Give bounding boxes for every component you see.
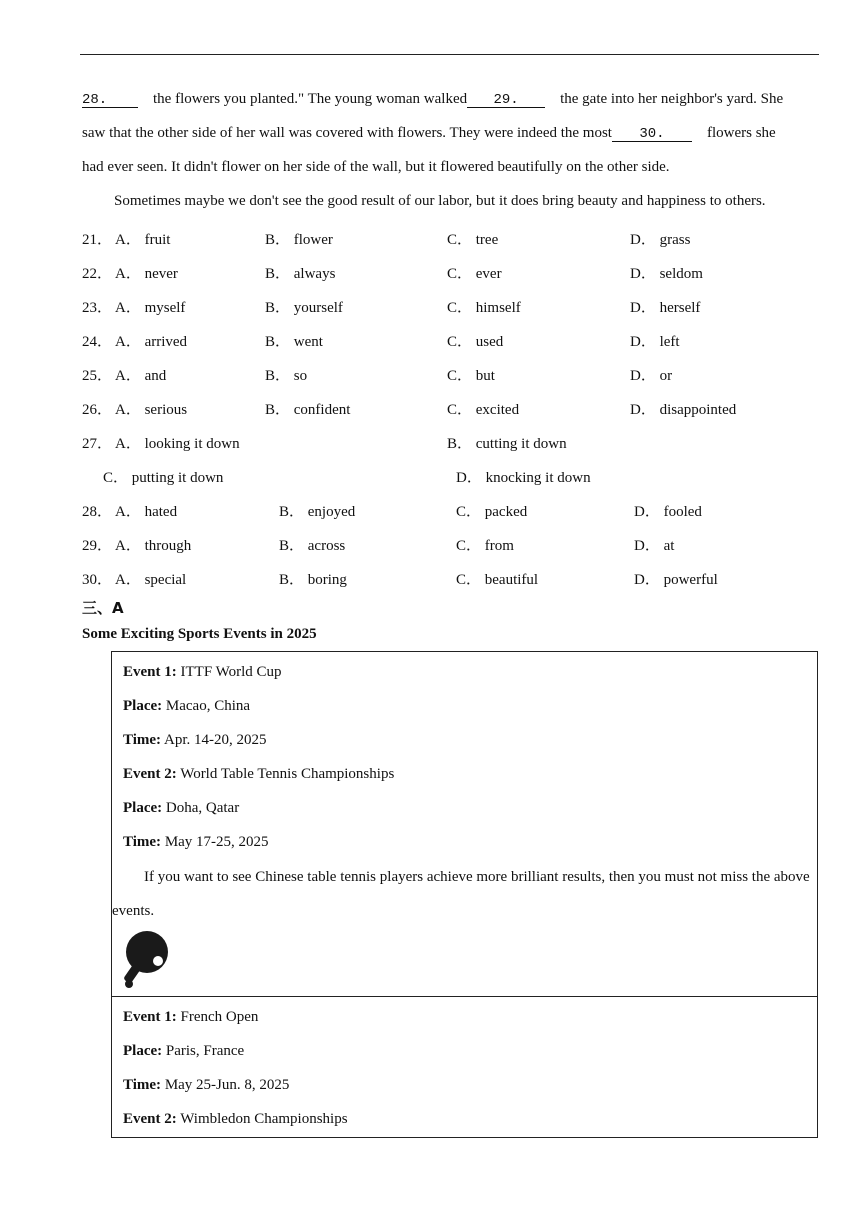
option-b[interactable]: B． yourself	[265, 300, 343, 316]
event-2-line: Event 2: World Table Tennis Championships	[123, 766, 395, 782]
passage-text: the gate into her neighbor's yard. She	[560, 91, 784, 107]
question-row	[82, 432, 822, 452]
option-b[interactable]: B． always	[265, 266, 336, 282]
passage-text: the flowers you planted." The young woman walked	[153, 91, 468, 107]
event-1-line: Event 1: ITTF World Cup	[123, 664, 282, 680]
question-row-continued	[82, 466, 822, 486]
blank-28: 28.	[82, 93, 138, 108]
passage-line-1	[82, 91, 783, 108]
option-b[interactable]: B． confident	[265, 402, 351, 418]
question-row	[82, 364, 822, 384]
option-a[interactable]: A． arrived	[115, 334, 188, 350]
question-number: 23．	[82, 300, 113, 316]
option-a[interactable]: A． fruit	[115, 232, 171, 248]
top-rule	[80, 54, 819, 55]
option-b[interactable]: B． flower	[265, 232, 333, 248]
event-2-line: Event 2: Wimbledon Championships	[123, 1111, 348, 1127]
blank-30: 30.	[612, 127, 692, 142]
option-c[interactable]: C． ever	[447, 266, 502, 282]
option-a[interactable]: A． myself	[115, 300, 186, 316]
question-number: 25．	[82, 368, 113, 384]
question-row	[82, 228, 822, 248]
option-c[interactable]: C． putting it down	[103, 470, 224, 486]
reading-title: Some Exciting Sports Events in 2025	[82, 626, 317, 642]
option-a[interactable]: A． never	[115, 266, 178, 282]
option-c[interactable]: C． from	[456, 538, 514, 554]
question-number: 26．	[82, 402, 113, 418]
question-row	[82, 500, 822, 520]
question-row	[82, 534, 822, 554]
table-tennis-paddle-icon	[122, 930, 172, 990]
option-d[interactable]: D． fooled	[634, 504, 702, 520]
option-d[interactable]: D． at	[634, 538, 675, 554]
option-a[interactable]: A． and	[115, 368, 167, 384]
question-number: 22．	[82, 266, 113, 282]
passage-line-2	[82, 125, 776, 142]
question-row	[82, 262, 822, 282]
option-b[interactable]: B． cutting it down	[447, 436, 567, 452]
option-b[interactable]: B． so	[265, 368, 308, 384]
option-c[interactable]: C． excited	[447, 402, 520, 418]
option-c[interactable]: C． beautiful	[456, 572, 539, 588]
question-number: 24．	[82, 334, 113, 350]
option-d[interactable]: D． herself	[630, 300, 701, 316]
option-c[interactable]: C． tree	[447, 232, 499, 248]
time-2-line: Time: May 17-25, 2025	[123, 834, 269, 850]
option-a[interactable]: A． looking it down	[115, 436, 240, 452]
passage-line-4: Sometimes maybe we don't see the good result of our labor, but it does bring beauty and happiness to others.	[114, 193, 766, 209]
question-row	[82, 398, 822, 418]
option-c[interactable]: C． but	[447, 368, 495, 384]
option-b[interactable]: B． across	[279, 538, 346, 554]
option-b[interactable]: B． enjoyed	[279, 504, 356, 520]
event-1-line: Event 1: French Open	[123, 1009, 259, 1025]
question-number: 29．	[82, 538, 113, 554]
question-row	[82, 330, 822, 350]
option-c[interactable]: C． himself	[447, 300, 521, 316]
question-number: 28．	[82, 504, 113, 520]
question-number: 30．	[82, 572, 113, 588]
option-d[interactable]: D． disappointed	[630, 402, 737, 418]
event-box-table-tennis	[111, 651, 818, 997]
option-b[interactable]: B． boring	[279, 572, 347, 588]
place-1-line: Place: Paris, France	[123, 1043, 245, 1059]
question-row	[82, 568, 822, 588]
passage-text: saw that the other side of her wall was covered with flowers. They were indeed the most	[82, 125, 612, 141]
option-a[interactable]: A． serious	[115, 402, 188, 418]
option-d[interactable]: D． seldom	[630, 266, 703, 282]
time-1-line: Time: Apr. 14-20, 2025	[123, 732, 267, 748]
option-d[interactable]: D． powerful	[634, 572, 718, 588]
option-d[interactable]: D． knocking it down	[456, 470, 591, 486]
question-row	[82, 296, 822, 316]
blank-29: 29.	[467, 93, 545, 108]
place-2-line: Place: Doha, Qatar	[123, 800, 240, 816]
option-a[interactable]: A． special	[115, 572, 187, 588]
passage-line-3: had ever seen. It didn't flower on her side of the wall, but it flowered beautifully on the other side.	[82, 159, 670, 175]
place-1-line: Place: Macao, China	[123, 698, 251, 714]
events-paragraph: If you want to see Chinese table tennis players achieve more brilliant results, then you must not miss the above events.	[112, 869, 810, 919]
option-a[interactable]: A． through	[115, 538, 192, 554]
option-d[interactable]: D． left	[630, 334, 680, 350]
option-d[interactable]: D． grass	[630, 232, 691, 248]
option-a[interactable]: A． hated	[115, 504, 178, 520]
passage-text: flowers she	[706, 125, 776, 141]
option-c[interactable]: C． packed	[456, 504, 528, 520]
time-1-line: Time: May 25-Jun. 8, 2025	[123, 1077, 290, 1093]
option-c[interactable]: C． used	[447, 334, 504, 350]
option-d[interactable]: D． or	[630, 368, 673, 384]
question-number: 21．	[82, 232, 113, 248]
option-b[interactable]: B． went	[265, 334, 323, 350]
section-heading: 三、A	[82, 599, 124, 617]
event-box-tennis	[111, 996, 818, 1138]
question-number: 27．	[82, 436, 113, 452]
